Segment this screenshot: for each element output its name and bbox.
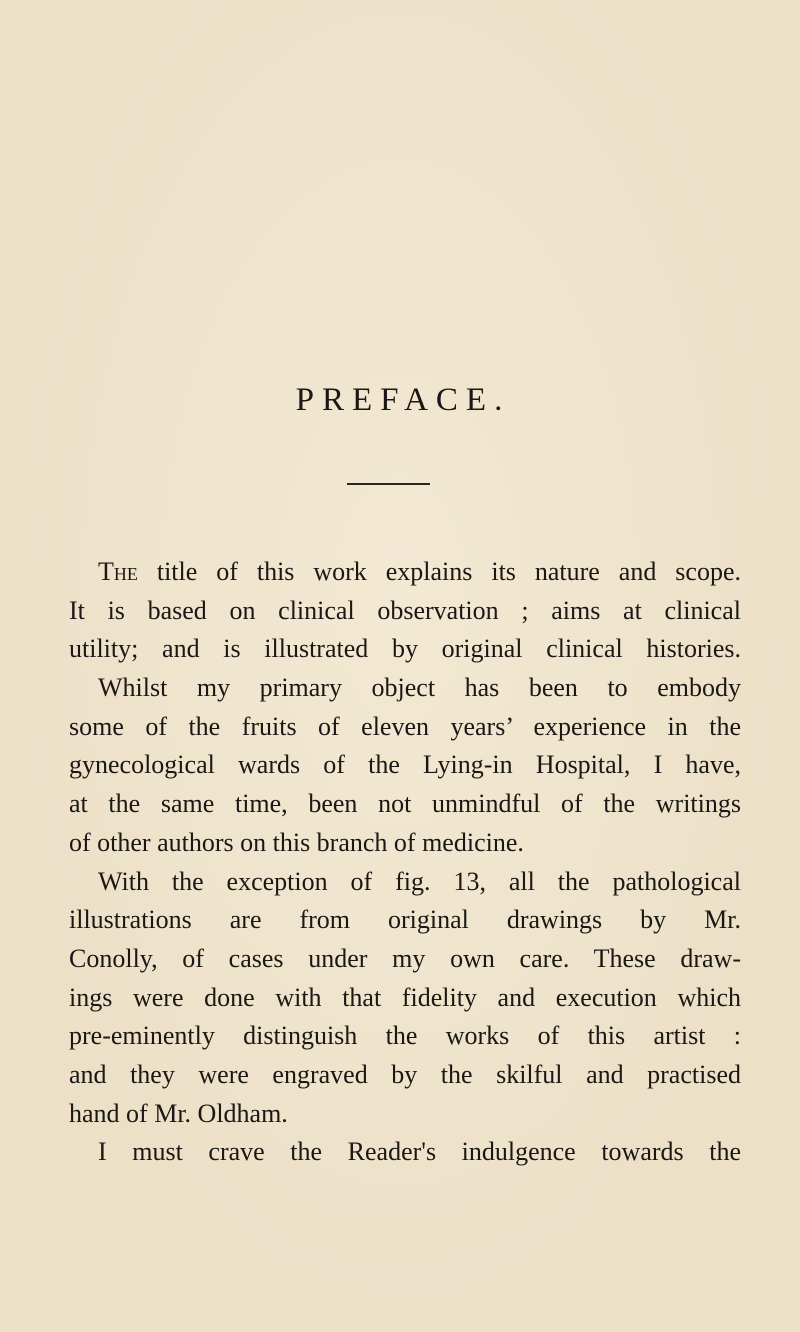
line-text: title of this work explains its nature and scope. [137,557,741,586]
preface-body [69,553,741,1172]
text-line: With the exception of fig. 13, all the pathological [98,866,741,896]
text-line: some of the fruits of eleven years’ experience in the [69,711,741,741]
text-line: at the same time, been not unmindful of the writings [69,789,741,819]
text-line [69,553,741,592]
text-line: and they were engraved by the skilful and practised [69,1059,741,1089]
text-line: utility; and is illustrated by original clinical histories. [69,634,741,664]
text-line: hand of Mr. Oldham. [69,1098,288,1128]
heading-rule [347,483,430,485]
text-line: pre-eminently distinguish the works of this artist : [69,1021,741,1051]
text-line: I must crave the Reader's indulgence towards the [98,1137,741,1167]
text-line: of other authors on this branch of medicine. [69,827,524,857]
text-line: Conolly, of cases under my own care. These draw- [69,943,741,973]
preface-heading: PREFACE. [295,382,511,418]
text-line: Whilst my primary object has been to embody [98,673,741,703]
text-line: gynecological wards of the Lying-in Hospital, I have, [69,750,741,780]
lead-word: The [98,557,138,586]
text-line: ings were done with that fidelity and execution which [69,982,741,1012]
text-line: illustrations are from original drawings by Mr. [69,905,741,935]
text-line: It is based on clinical observation ; aims at clinical [69,595,741,625]
